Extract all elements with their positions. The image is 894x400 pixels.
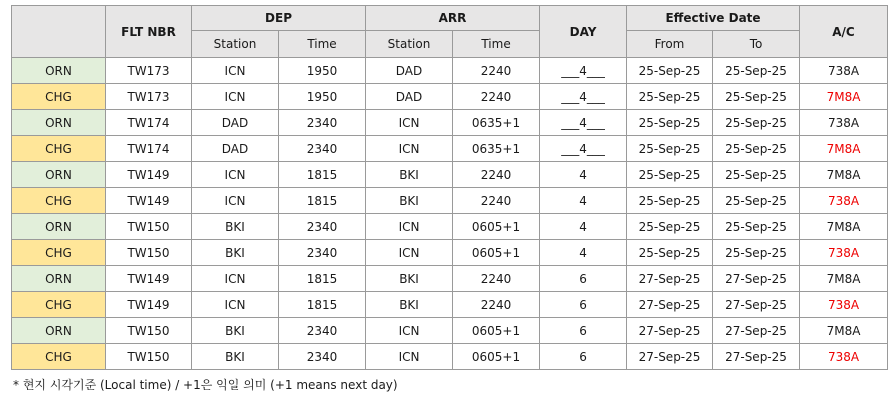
arr-time-cell: 2240	[453, 266, 540, 292]
type-cell: CHG	[12, 188, 106, 214]
day-cell: ___4___	[540, 84, 627, 110]
table-row	[12, 240, 888, 266]
header-type	[12, 6, 106, 58]
to-date-cell: 25-Sep-25	[713, 240, 800, 266]
from-date-cell: 25-Sep-25	[627, 214, 713, 240]
dep-time-cell: 2340	[279, 318, 366, 344]
flt-nbr-cell: TW150	[106, 214, 192, 240]
to-date-cell: 25-Sep-25	[713, 214, 800, 240]
type-cell: CHG	[12, 292, 106, 318]
dep-time-cell: 1815	[279, 266, 366, 292]
from-date-cell: 25-Sep-25	[627, 110, 713, 136]
arr-time-cell: 0635+1	[453, 136, 540, 162]
aircraft-cell: 7M8A	[800, 318, 888, 344]
dep-time-cell: 2340	[279, 110, 366, 136]
table-row	[12, 136, 888, 162]
schedule-table	[11, 5, 888, 370]
to-date-cell: 25-Sep-25	[713, 58, 800, 84]
header-from: From	[627, 31, 713, 58]
arr-station-cell: BKI	[366, 292, 453, 318]
type-cell: ORN	[12, 162, 106, 188]
day-cell: 4	[540, 162, 627, 188]
arr-station-cell: ICN	[366, 344, 453, 370]
arr-station-cell: DAD	[366, 84, 453, 110]
type-cell: ORN	[12, 110, 106, 136]
header-flt-nbr: FLT NBR	[106, 6, 192, 58]
dep-time-cell: 1950	[279, 58, 366, 84]
arr-time-cell: 0605+1	[453, 318, 540, 344]
from-date-cell: 25-Sep-25	[627, 240, 713, 266]
to-date-cell: 27-Sep-25	[713, 292, 800, 318]
aircraft-cell: 738A	[800, 240, 888, 266]
type-cell: ORN	[12, 266, 106, 292]
dep-station-cell: ICN	[192, 292, 279, 318]
dep-station-cell: ICN	[192, 266, 279, 292]
from-date-cell: 25-Sep-25	[627, 188, 713, 214]
arr-station-cell: BKI	[366, 188, 453, 214]
schedule-table-container	[11, 5, 888, 370]
from-date-cell: 27-Sep-25	[627, 318, 713, 344]
schedule-body	[12, 58, 888, 370]
header-dep-time: Time	[279, 31, 366, 58]
dep-station-cell: BKI	[192, 240, 279, 266]
flt-nbr-cell: TW173	[106, 84, 192, 110]
header-arr: ARR	[366, 6, 540, 31]
flt-nbr-cell: TW174	[106, 136, 192, 162]
day-cell: 4	[540, 240, 627, 266]
from-date-cell: 27-Sep-25	[627, 292, 713, 318]
day-cell: ___4___	[540, 136, 627, 162]
arr-station-cell: DAD	[366, 58, 453, 84]
from-date-cell: 25-Sep-25	[627, 162, 713, 188]
type-cell: ORN	[12, 58, 106, 84]
aircraft-cell: 7M8A	[800, 214, 888, 240]
dep-time-cell: 1815	[279, 292, 366, 318]
arr-time-cell: 2240	[453, 292, 540, 318]
flt-nbr-cell: TW150	[106, 240, 192, 266]
aircraft-cell: 7M8A	[800, 162, 888, 188]
day-cell: 6	[540, 266, 627, 292]
day-cell: 6	[540, 292, 627, 318]
arr-station-cell: ICN	[366, 110, 453, 136]
table-row	[12, 292, 888, 318]
flt-nbr-cell: TW150	[106, 318, 192, 344]
type-cell: ORN	[12, 214, 106, 240]
arr-time-cell: 0605+1	[453, 214, 540, 240]
dep-station-cell: ICN	[192, 162, 279, 188]
table-row	[12, 58, 888, 84]
arr-station-cell: ICN	[366, 136, 453, 162]
arr-time-cell: 0635+1	[453, 110, 540, 136]
table-row	[12, 214, 888, 240]
aircraft-cell: 738A	[800, 58, 888, 84]
from-date-cell: 25-Sep-25	[627, 58, 713, 84]
dep-station-cell: DAD	[192, 110, 279, 136]
day-cell: 6	[540, 318, 627, 344]
header-dep: DEP	[192, 6, 366, 31]
arr-time-cell: 2240	[453, 162, 540, 188]
flt-nbr-cell: TW173	[106, 58, 192, 84]
arr-station-cell: ICN	[366, 318, 453, 344]
to-date-cell: 25-Sep-25	[713, 136, 800, 162]
dep-time-cell: 2340	[279, 136, 366, 162]
to-date-cell: 27-Sep-25	[713, 266, 800, 292]
header-effective-date: Effective Date	[627, 6, 800, 31]
flt-nbr-cell: TW150	[106, 344, 192, 370]
arr-station-cell: ICN	[366, 214, 453, 240]
to-date-cell: 27-Sep-25	[713, 344, 800, 370]
aircraft-cell: 738A	[800, 292, 888, 318]
arr-time-cell: 2240	[453, 58, 540, 84]
dep-time-cell: 1950	[279, 84, 366, 110]
aircraft-cell: 7M8A	[800, 136, 888, 162]
arr-time-cell: 0605+1	[453, 240, 540, 266]
arr-time-cell: 2240	[453, 188, 540, 214]
footnote: * 현지 시각기준 (Local time) / +1은 익일 의미 (+1 means next day)	[13, 378, 398, 392]
header-dep-station: Station	[192, 31, 279, 58]
header-arr-time: Time	[453, 31, 540, 58]
table-row	[12, 344, 888, 370]
arr-station-cell: BKI	[366, 162, 453, 188]
to-date-cell: 25-Sep-25	[713, 84, 800, 110]
from-date-cell: 25-Sep-25	[627, 136, 713, 162]
day-cell: 6	[540, 344, 627, 370]
dep-station-cell: BKI	[192, 214, 279, 240]
day-cell: ___4___	[540, 58, 627, 84]
aircraft-cell: 738A	[800, 110, 888, 136]
day-cell: 4	[540, 188, 627, 214]
type-cell: CHG	[12, 240, 106, 266]
dep-station-cell: BKI	[192, 344, 279, 370]
arr-station-cell: BKI	[366, 266, 453, 292]
day-cell: 4	[540, 214, 627, 240]
header-arr-station: Station	[366, 31, 453, 58]
table-row	[12, 162, 888, 188]
dep-station-cell: ICN	[192, 84, 279, 110]
from-date-cell: 25-Sep-25	[627, 84, 713, 110]
dep-station-cell: ICN	[192, 58, 279, 84]
dep-time-cell: 2340	[279, 344, 366, 370]
dep-station-cell: BKI	[192, 318, 279, 344]
table-row	[12, 318, 888, 344]
flt-nbr-cell: TW149	[106, 266, 192, 292]
to-date-cell: 25-Sep-25	[713, 110, 800, 136]
arr-time-cell: 0605+1	[453, 344, 540, 370]
type-cell: CHG	[12, 136, 106, 162]
flt-nbr-cell: TW149	[106, 292, 192, 318]
dep-time-cell: 1815	[279, 162, 366, 188]
type-cell: CHG	[12, 344, 106, 370]
table-row	[12, 110, 888, 136]
header-ac: A/C	[800, 6, 888, 58]
header-day: DAY	[540, 6, 627, 58]
dep-time-cell: 1815	[279, 188, 366, 214]
day-cell: ___4___	[540, 110, 627, 136]
header-to: To	[713, 31, 800, 58]
flt-nbr-cell: TW174	[106, 110, 192, 136]
type-cell: CHG	[12, 84, 106, 110]
arr-time-cell: 2240	[453, 84, 540, 110]
dep-time-cell: 2340	[279, 240, 366, 266]
to-date-cell: 27-Sep-25	[713, 318, 800, 344]
aircraft-cell: 738A	[800, 344, 888, 370]
aircraft-cell: 7M8A	[800, 84, 888, 110]
dep-time-cell: 2340	[279, 214, 366, 240]
dep-station-cell: ICN	[192, 188, 279, 214]
from-date-cell: 27-Sep-25	[627, 344, 713, 370]
dep-station-cell: DAD	[192, 136, 279, 162]
aircraft-cell: 7M8A	[800, 266, 888, 292]
to-date-cell: 25-Sep-25	[713, 162, 800, 188]
flt-nbr-cell: TW149	[106, 162, 192, 188]
type-cell: ORN	[12, 318, 106, 344]
arr-station-cell: ICN	[366, 240, 453, 266]
table-row	[12, 266, 888, 292]
from-date-cell: 27-Sep-25	[627, 266, 713, 292]
table-row	[12, 188, 888, 214]
flt-nbr-cell: TW149	[106, 188, 192, 214]
table-row	[12, 84, 888, 110]
to-date-cell: 25-Sep-25	[713, 188, 800, 214]
aircraft-cell: 738A	[800, 188, 888, 214]
